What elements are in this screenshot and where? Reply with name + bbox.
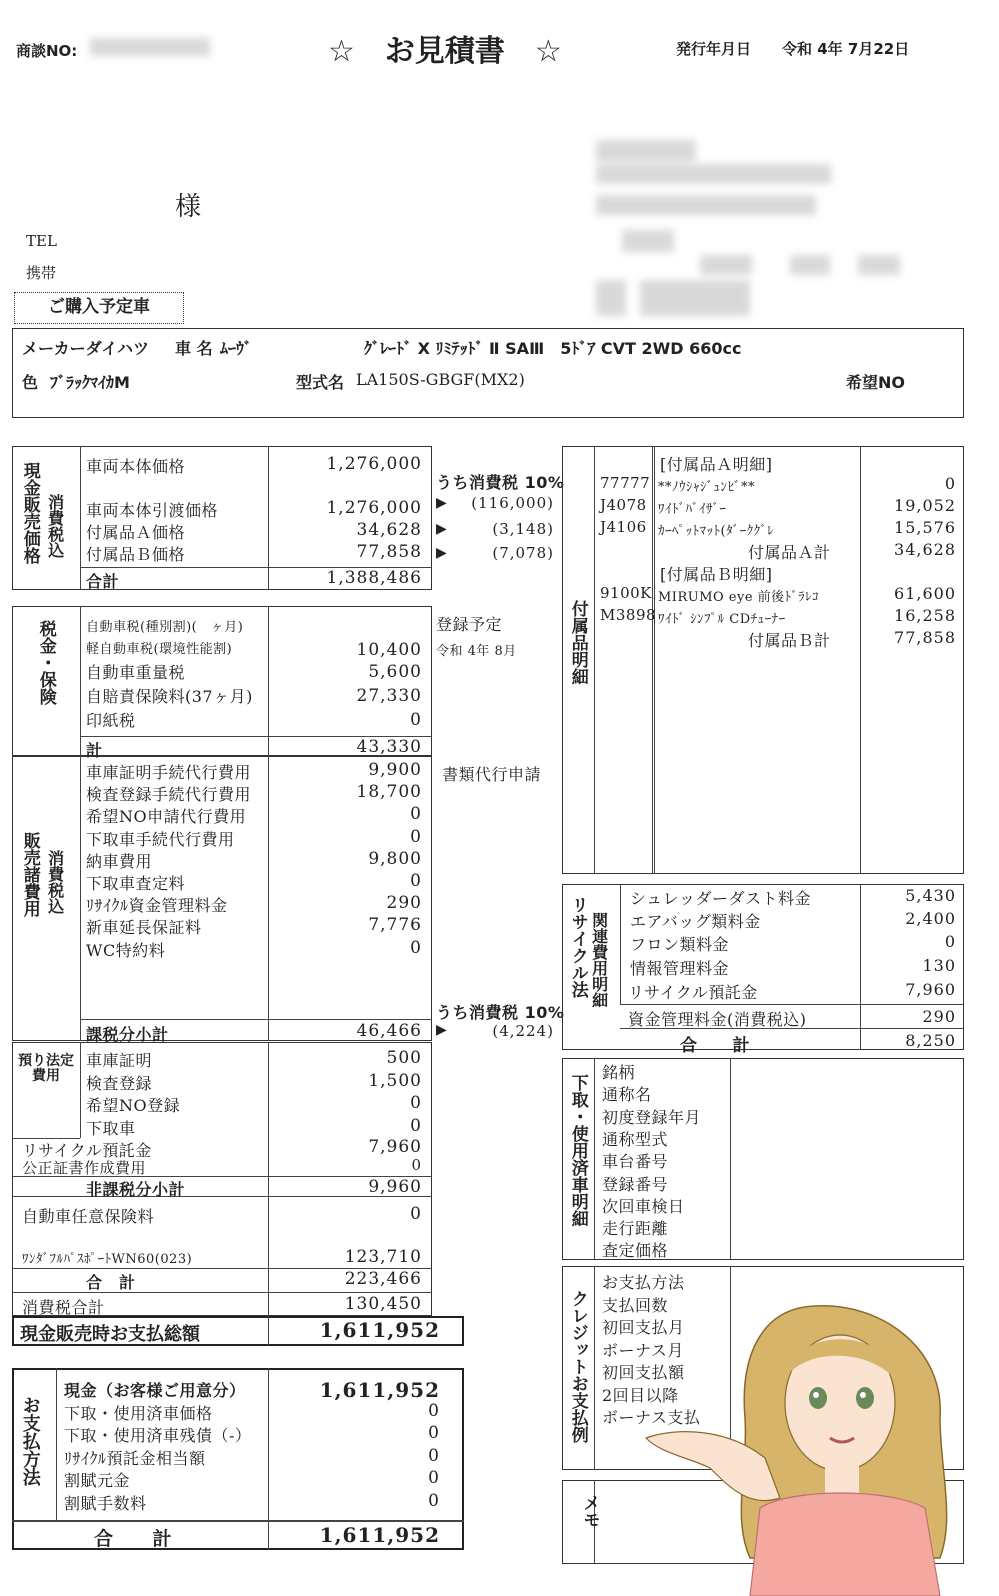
document-agency-note: 書類代行申請	[442, 765, 542, 784]
tradein-row-label: 通称型式	[602, 1129, 669, 1149]
tax-total: 43,330	[356, 737, 422, 757]
credit-row-label: 初回支払月	[602, 1318, 685, 1337]
payment-row-value: 0	[428, 1400, 440, 1421]
optional-insurance: 0	[410, 1204, 422, 1224]
memo-side: メモ	[579, 1494, 600, 1528]
recycle-side: リサイクル法	[567, 896, 588, 998]
accessory-code: J4106	[600, 518, 647, 536]
payment-row-value: 1,611,952	[319, 1378, 440, 1402]
accessory-name: ﾜｲﾄﾞ ｼﾝﾌﾟﾙ CDﾁｭｰﾅｰ	[658, 612, 786, 627]
payment-row-value: 0	[428, 1490, 440, 1511]
cash-tax-value: (3,148)	[492, 520, 554, 538]
sales-fee-tax: (4,224)	[492, 1022, 554, 1040]
tradein-row-label: 査定価格	[602, 1241, 669, 1261]
sales-fee-tax-head: うち消費税 10%	[436, 1003, 565, 1022]
tradein-row-label: 銘柄	[602, 1063, 636, 1082]
payment-total: 1,611,952	[319, 1523, 440, 1547]
accessory-price: 15,576	[894, 518, 956, 537]
deposit-row-value: 1,500	[368, 1070, 422, 1091]
wonder-pass-label: ﾜﾝﾀﾞﾌﾙﾊﾟｽﾎﾟｰﾄWN60(023)	[22, 1252, 193, 1267]
car-color: ﾌﾞﾗｯｸﾏｲｶM	[50, 373, 130, 392]
payment-row-value: 0	[428, 1468, 440, 1488]
deposit-row-value: 0	[410, 1115, 422, 1136]
dealer-redacted	[640, 280, 750, 316]
recycle-side2: 関連費用明細	[589, 912, 609, 1008]
accessory-code: 77777	[600, 474, 651, 492]
sales-fee-row-label: 納車費用	[86, 851, 153, 871]
accessory-price: 19,052	[894, 496, 956, 515]
sales-fee-subtotal-label: 課税分小計	[86, 1025, 169, 1044]
recycle-row-label: フロン類料金	[630, 935, 730, 954]
deposit-total: 223,466	[344, 1269, 422, 1289]
sales-fee-side2: 消費税込	[45, 850, 65, 914]
sales-fee-row-label: 下取車査定料	[86, 874, 186, 893]
sales-fee-row-label: 新車延長保証料	[86, 918, 202, 938]
payment-row-label: 下取・使用済車残債（-）	[64, 1426, 252, 1445]
recycle-row-label: リサイクル預託金	[628, 983, 758, 1002]
payment-row-label: 現金（お客様ご用意分）	[64, 1381, 246, 1400]
cash-price-row-label: 車両本体価格	[86, 457, 186, 476]
recycle-row-label: 情報管理料金	[630, 959, 730, 978]
sales-fee-side: 販売諸費用	[19, 832, 40, 917]
mobile-label: 携帯	[26, 264, 57, 282]
consumption-tax-label: 消費税合計	[22, 1298, 105, 1317]
accessories-side: 付属品明細	[567, 600, 588, 685]
planned-car-label: ご購入予定車	[14, 292, 184, 324]
cash-tax-value: (116,000)	[471, 494, 554, 512]
tax-arrow-icon: ▶	[436, 1022, 448, 1038]
car-maker: メーカーダイハツ	[22, 339, 150, 358]
dealer-redacted	[596, 164, 831, 184]
deposit-row-label: 下取車	[86, 1118, 136, 1138]
car-grade: ｸﾞﾚｰﾄﾞ X ﾘﾐﾃｯﾄﾞ Ⅱ SAⅢ 5ﾄﾞｱ CVT 2WD 660cc	[364, 339, 742, 358]
accessory-price: 61,600	[894, 584, 956, 603]
payment-row-label: 割賦手数料	[64, 1493, 147, 1513]
recycle-row-value: 0	[944, 932, 956, 951]
tax-row-label: 軽自動車税(環境性能割)	[86, 642, 233, 657]
cash-price-row-label: 付属品Ｂ価格	[86, 545, 186, 564]
recycle-total-label: 合 計	[680, 1036, 750, 1056]
payment-total-label: 合 計	[94, 1528, 173, 1550]
cash-price-row-label: 車両本体引渡価格	[86, 501, 219, 520]
deposit-total-label: 合 計	[86, 1273, 136, 1292]
tax-arrow-icon: ▶	[436, 521, 448, 537]
issue-date-label: 発行年月日	[676, 40, 752, 58]
cash-price-row-label: 付属品Ａ価格	[86, 523, 186, 542]
tax-total-label: 計	[86, 741, 103, 760]
cash-price-row-value: 77,858	[356, 542, 422, 562]
sales-fee-row-value: 0	[410, 804, 422, 825]
tradein-row-label: 登録番号	[602, 1174, 669, 1194]
sales-fee-row-label: WC特約料	[86, 940, 166, 960]
dealer-redacted	[596, 280, 626, 316]
shodan-no-label: 商談NO:	[16, 42, 78, 60]
tax-row-value: 27,330	[356, 686, 422, 706]
dealer-redacted	[596, 195, 816, 215]
accessory-code: J4078	[600, 496, 647, 514]
sales-fee-row-value: 9,800	[368, 848, 422, 869]
credit-row-label: 支払回数	[602, 1295, 669, 1315]
dealer-redacted	[596, 140, 696, 162]
recycle-row-value: 130	[922, 956, 956, 975]
recycle-deposit: 7,960	[368, 1137, 422, 1157]
recycle-row-value: 290	[922, 1007, 956, 1026]
car-name-label: 車 名	[175, 339, 213, 358]
cash-price-side: 現金販売価格	[19, 462, 40, 564]
accessory-name: MIRUMO eye 前後ﾄﾞﾗﾚｺ	[658, 590, 820, 605]
tax-row-label: 印紙税	[86, 711, 136, 730]
credit-row-label: お支払方法	[602, 1273, 685, 1292]
accessory-b-total: 77,858	[894, 628, 956, 647]
registration-label: 登録予定	[436, 615, 503, 634]
optional-insurance-label: 自動車任意保険料	[22, 1207, 155, 1226]
tax-insurance-side: 税金・保険	[35, 620, 56, 705]
recycle-row-value: 7,960	[905, 980, 956, 999]
car-model: LA150S-GBGF(MX2)	[356, 370, 525, 389]
accessory-price: 0	[944, 474, 956, 493]
tax-row-label: 自動車税(種別割)( ヶ月)	[86, 620, 244, 635]
cash-tax-head: うち消費税 10%	[436, 473, 565, 492]
notary-value: 0	[411, 1156, 422, 1174]
accessory-a-head: [付属品Ａ明細]	[660, 455, 773, 474]
dealer-redacted	[858, 255, 900, 275]
deposit-row-label: 車庫証明	[86, 1051, 153, 1070]
deposit-row-value: 500	[386, 1048, 422, 1068]
deposit-subtotal: 9,960	[368, 1177, 422, 1197]
recycle-row-label: 資金管理料金(消費税込)	[628, 1010, 807, 1029]
car-model-label: 型式名	[296, 373, 345, 392]
grand-total-value: 1,611,952	[319, 1318, 440, 1342]
tax-row-label: 自賠責保険料(37ヶ月)	[86, 687, 253, 706]
sales-fee-subtotal: 46,466	[356, 1021, 422, 1041]
payment-side: お支払方法	[19, 1396, 41, 1486]
tax-arrow-icon: ▶	[436, 495, 448, 511]
tradein-row-label: 次回車検日	[602, 1196, 685, 1216]
deposit-row-label: 希望NO登録	[86, 1096, 181, 1115]
deposit-subtotal-label: 非課税分小計	[86, 1180, 186, 1199]
cash-price-side2: 消費税込	[45, 494, 65, 558]
payment-row-value: 0	[428, 1423, 440, 1443]
cash-price-row-value: 34,628	[356, 520, 422, 540]
dealer-redacted	[790, 255, 830, 275]
tradein-row-label: 車台番号	[602, 1152, 669, 1172]
credit-row-label: 2回目以降	[602, 1385, 679, 1405]
tel-label: TEL	[26, 232, 57, 250]
accessory-b-head: [付属品Ｂ明細]	[660, 565, 773, 584]
sales-fee-row-value: 9,900	[368, 760, 422, 780]
accessory-a-total: 34,628	[894, 540, 956, 559]
dealer-redacted	[622, 230, 674, 252]
tax-row-value: 5,600	[368, 662, 422, 682]
sales-fee-row-label: ﾘｻｲｸﾙ資金管理料金	[86, 896, 228, 916]
woman-illustration	[640, 1298, 960, 1596]
payment-row-value: 0	[428, 1445, 440, 1466]
accessory-name: ｶｰﾍﾟｯﾄﾏｯﾄ(ﾀﾞｰｸｸﾞﾚ	[658, 524, 775, 539]
car-name: ﾑｰｳﾞ	[220, 339, 253, 358]
consumption-tax-total: 130,450	[344, 1294, 422, 1314]
tax-row-label: 自動車重量税	[86, 663, 186, 682]
cash-total: 1,388,486	[326, 568, 422, 588]
recycle-total: 8,250	[905, 1031, 956, 1050]
sales-fee-row-label: 検査登録手続代行費用	[86, 785, 252, 805]
sales-fee-row-value: 0	[410, 937, 422, 958]
customer-sama: 様	[175, 192, 202, 222]
registration-date: 令和 4年 8月	[436, 644, 517, 659]
payment-row-label: 下取・使用済車価格	[64, 1403, 213, 1423]
issue-date: 令和 4年 7月22日	[782, 40, 910, 58]
notary-label: 公正証書作成費用	[22, 1159, 147, 1177]
tradein-row-label: 通称名	[602, 1085, 652, 1105]
credit-row-label: 初回支払額	[602, 1363, 685, 1382]
sales-fee-row-label: 下取車手続代行費用	[86, 829, 235, 849]
sales-fee-row-label: 車庫証明手続代行費用	[86, 763, 252, 782]
accessory-a-total-label: 付属品Ａ計	[748, 543, 831, 562]
accessory-name: ﾜｲﾄﾞﾊﾞｲｻﾞｰ	[658, 502, 727, 517]
tradein-side: 下取・使用済車明細	[567, 1074, 588, 1227]
car-color-label: 色	[22, 373, 39, 392]
cash-tax-value: (7,078)	[492, 544, 554, 562]
sales-fee-row-value: 18,700	[356, 782, 422, 803]
accessory-price: 16,258	[894, 606, 956, 625]
tax-row-value: 10,400	[356, 640, 422, 660]
sales-fee-row-value: 0	[410, 871, 422, 891]
dealer-redacted	[700, 255, 752, 275]
tradein-row-label: 初度登録年月	[602, 1107, 702, 1127]
kibo-no-label: 希望NO	[846, 373, 905, 392]
recycle-row-label: シュレッダーダスト料金	[630, 889, 812, 908]
payment-row-label: ﾘｻｲｸﾙ預託金相当額	[64, 1448, 206, 1468]
payment-row-label: 割賦元金	[64, 1471, 131, 1490]
sales-fee-row-value: 7,776	[368, 915, 422, 936]
recycle-row-label: エアバッグ類料金	[630, 912, 761, 931]
cash-price-row-value: 1,276,000	[326, 498, 422, 518]
recycle-row-value: 5,430	[905, 886, 956, 905]
credit-row-label: ボーナス支払	[602, 1408, 701, 1427]
accessory-b-total-label: 付属品Ｂ計	[748, 631, 831, 650]
sales-fee-row-value: 0	[410, 826, 422, 847]
tradein-row-label: 走行距離	[602, 1219, 669, 1239]
deposit-row-label: 検査登録	[86, 1073, 153, 1093]
accessory-code: 9100K	[600, 584, 652, 602]
recycle-deposit-label: リサイクル預託金	[22, 1141, 152, 1160]
recycle-row-value: 2,400	[905, 909, 956, 928]
cash-price-row-value: 1,276,000	[326, 454, 422, 474]
sales-fee-row-label: 希望NO申請代行費用	[86, 807, 247, 827]
cash-total-label: 合計	[86, 572, 120, 591]
credit-side: クレジットお支払例	[567, 1290, 588, 1443]
deposit-row-value: 0	[410, 1093, 422, 1113]
sales-fee-row-value: 290	[386, 893, 422, 914]
credit-row-label: ボーナス月	[602, 1340, 684, 1360]
tax-arrow-icon: ▶	[436, 545, 448, 561]
wonder-pass: 123,710	[344, 1247, 422, 1267]
shodan-no-redacted	[90, 38, 210, 56]
deposit-side: 預り法定費用	[18, 1053, 74, 1085]
tax-row-value: 0	[410, 710, 422, 730]
grand-total-label: 現金販売時お支払総額	[20, 1324, 200, 1345]
page-title: ☆ お見積書 ☆	[328, 34, 562, 69]
accessory-code: M3898	[600, 606, 657, 624]
accessory-name: **ﾉｳｼｬｼﾞｭﾝﾋﾞ**	[658, 480, 755, 495]
